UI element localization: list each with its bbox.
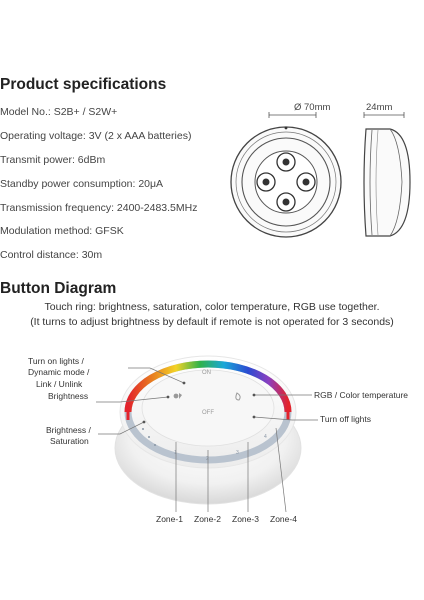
label-rgb-color-temperature: RGB / Color temperature xyxy=(314,390,409,400)
label-brightness-saturation-2: Saturation xyxy=(50,436,89,446)
spec-transmit-power: Transmit power: 6dBm xyxy=(0,154,106,166)
label-turn-on-lights: Turn on lights / xyxy=(28,356,84,366)
zone-number-2: 2 xyxy=(206,456,209,462)
label-dynamic-mode: Dynamic mode / xyxy=(28,367,90,377)
on-label: ON xyxy=(202,370,211,376)
zone-number-4: 4 xyxy=(264,434,267,440)
zone-number-1: 1 xyxy=(174,450,177,456)
spec-modulation: Modulation method: GFSK xyxy=(0,225,124,237)
spec-voltage: Operating voltage: 3V (2 x AAA batteries) xyxy=(0,130,192,142)
thickness-label: 24mm xyxy=(366,102,393,113)
spec-frequency: Transmission frequency: 2400-2483.5MHz xyxy=(0,202,198,214)
zone-number-3: 3 xyxy=(236,450,239,456)
button-diagram-title: Button Diagram xyxy=(0,280,117,297)
label-zone-4: Zone-4 xyxy=(270,514,297,524)
remote-front-drawing xyxy=(216,112,356,252)
diagram-subtitle-2: (It turns to adjust brightness by default if remote is not operated for 3 seconds) xyxy=(30,316,394,328)
diameter-label: Ø 70mm xyxy=(294,102,331,113)
label-zone-2: Zone-2 xyxy=(194,514,221,524)
label-zone-3: Zone-3 xyxy=(232,514,259,524)
spec-distance: Control distance: 30m xyxy=(0,249,103,261)
specifications-title: Product specifications xyxy=(0,76,167,93)
remote-side-drawing xyxy=(358,112,414,252)
label-brightness-saturation-1: Brightness / xyxy=(46,425,91,435)
label-turn-off-lights: Turn off lights xyxy=(320,414,372,424)
off-label: OFF xyxy=(202,410,214,416)
spec-model: Model No.: S2B+ / S2W+ xyxy=(0,106,118,118)
label-zone-1: Zone-1 xyxy=(156,514,183,524)
spec-standby-power: Standby power consumption: 20μA xyxy=(0,178,164,190)
diagram-subtitle-1: Touch ring: brightness, saturation, color temperature, RGB use together. xyxy=(44,301,380,313)
label-link-unlink: Link / Unlink xyxy=(36,379,83,389)
label-brightness: Brightness xyxy=(48,391,89,401)
